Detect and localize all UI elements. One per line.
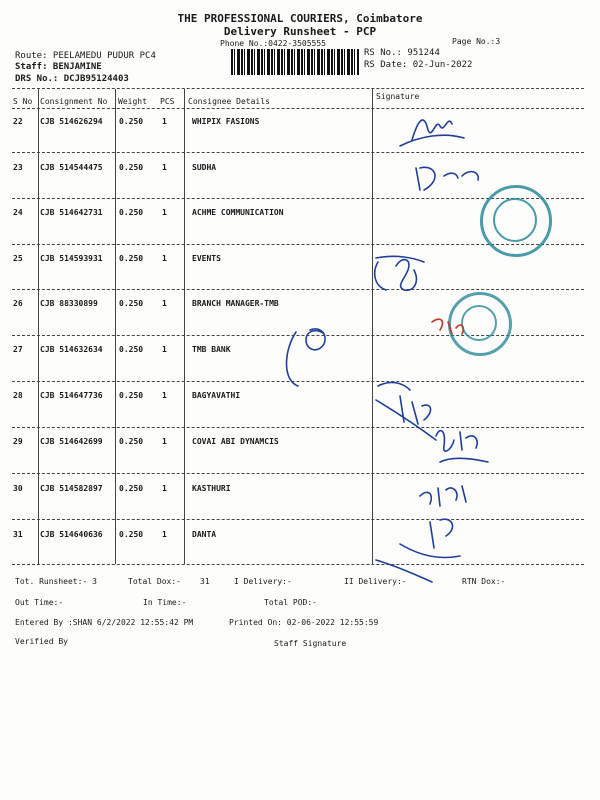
row-consignment: CJB 514626294 [40, 117, 103, 126]
row-consignee: EVENTS [192, 254, 221, 263]
row-sno: 30 [13, 484, 23, 493]
rs-number: RS No.: 951244 [364, 48, 440, 58]
page-number: Page No.:3 [452, 37, 501, 46]
row-pcs: 1 [162, 208, 167, 217]
row-consignment: CJB 514593931 [40, 254, 103, 263]
row-pcs: 1 [162, 163, 167, 172]
col-header-pcs: PCS [160, 97, 175, 106]
row-consignee: BAGYAVATHI [192, 391, 241, 400]
row-weight: 0.250 [119, 299, 144, 308]
row-weight: 0.250 [119, 117, 144, 126]
row-weight: 0.250 [119, 391, 144, 400]
in-time: In Time:- [143, 598, 187, 607]
total-dox-value: 31 [200, 577, 210, 586]
row-pcs: 1 [162, 437, 167, 446]
row-consignment: CJB 514632634 [40, 345, 103, 354]
row-consignment: CJB 514582897 [40, 484, 103, 493]
row-consignee: SUDHA [192, 163, 217, 172]
total-pod: Total POD:- [264, 598, 317, 607]
col-header-weight: Weight [118, 97, 147, 106]
row-consignee: DANTA [192, 530, 217, 539]
row-pcs: 1 [162, 254, 167, 263]
printed-on: Printed On: 02-06-2022 12:55:59 [229, 618, 379, 627]
company-name: THE PROFESSIONAL COURIERS, Coimbatore [177, 12, 423, 25]
rs-date: RS Date: 02-Jun-2022 [364, 60, 473, 70]
row-sno: 26 [13, 299, 23, 308]
row-sno: 29 [13, 437, 23, 446]
row-consignee: TMB BANK [192, 345, 231, 354]
row-consignment: CJB 514642699 [40, 437, 103, 446]
row-consignment: CJB 88330899 [40, 299, 98, 308]
entered-by: Entered By :SHAN 6/2/2022 12:55:42 PM [15, 618, 194, 627]
row-sno: 28 [13, 391, 23, 400]
staff-label: Staff: BENJAMINE [15, 62, 102, 72]
col-header-sno: S No [13, 97, 33, 106]
total-dox-label: Total Dox:- [128, 577, 181, 586]
row-sno: 27 [13, 345, 23, 354]
row-consignment: CJB 514640636 [40, 530, 103, 539]
total-runsheet: Tot. Runsheet:- 3 [15, 577, 97, 586]
row-sno: 22 [13, 117, 23, 126]
row-consignee: WHIPIX FASIONS [192, 117, 260, 126]
row-pcs: 1 [162, 345, 167, 354]
row-weight: 0.250 [119, 345, 144, 354]
row-weight: 0.250 [119, 208, 144, 217]
row-consignee: ACHME COMMUNICATION [192, 208, 284, 217]
row-weight: 0.250 [119, 437, 144, 446]
row-pcs: 1 [162, 391, 167, 400]
row-sno: 31 [13, 530, 23, 539]
row-sno: 23 [13, 163, 23, 172]
out-time: Out Time:- [15, 598, 64, 607]
row-sno: 24 [13, 208, 23, 217]
col-header-consignee: Consignee Details [188, 97, 270, 106]
row-weight: 0.250 [119, 484, 144, 493]
col-header-signature: Signature [376, 92, 420, 101]
rtn-dox: RTN Dox:- [462, 577, 506, 586]
row-sno: 25 [13, 254, 23, 263]
row-pcs: 1 [162, 299, 167, 308]
verified-by: Verified By [15, 637, 68, 646]
document-title: Delivery Runsheet - PCP [223, 25, 377, 38]
i-delivery: I Delivery:- [234, 577, 292, 586]
staff-signature-label: Staff Signature [274, 639, 347, 648]
row-consignment: CJB 514642731 [40, 208, 103, 217]
phone-number: Phone No.:0422-3505555 [220, 39, 326, 48]
row-consignment: CJB 514544475 [40, 163, 103, 172]
row-weight: 0.250 [119, 254, 144, 263]
row-weight: 0.250 [119, 163, 144, 172]
row-weight: 0.250 [119, 530, 144, 539]
row-consignee: BRANCH MANAGER-TMB [192, 299, 279, 308]
ii-delivery: II Delivery:- [344, 577, 407, 586]
row-consignment: CJB 514647736 [40, 391, 103, 400]
drs-number: DRS No.: DCJB95124403 [15, 74, 129, 84]
row-pcs: 1 [162, 117, 167, 126]
col-header-consignment: Consignment No [40, 97, 108, 106]
row-consignee: COVAI ABI DYNAMCIS [192, 437, 279, 446]
row-consignee: KASTHURI [192, 484, 231, 493]
route-label: Route: PEELAMEDU PUDUR PC4 [15, 51, 156, 61]
row-pcs: 1 [162, 530, 167, 539]
row-pcs: 1 [162, 484, 167, 493]
